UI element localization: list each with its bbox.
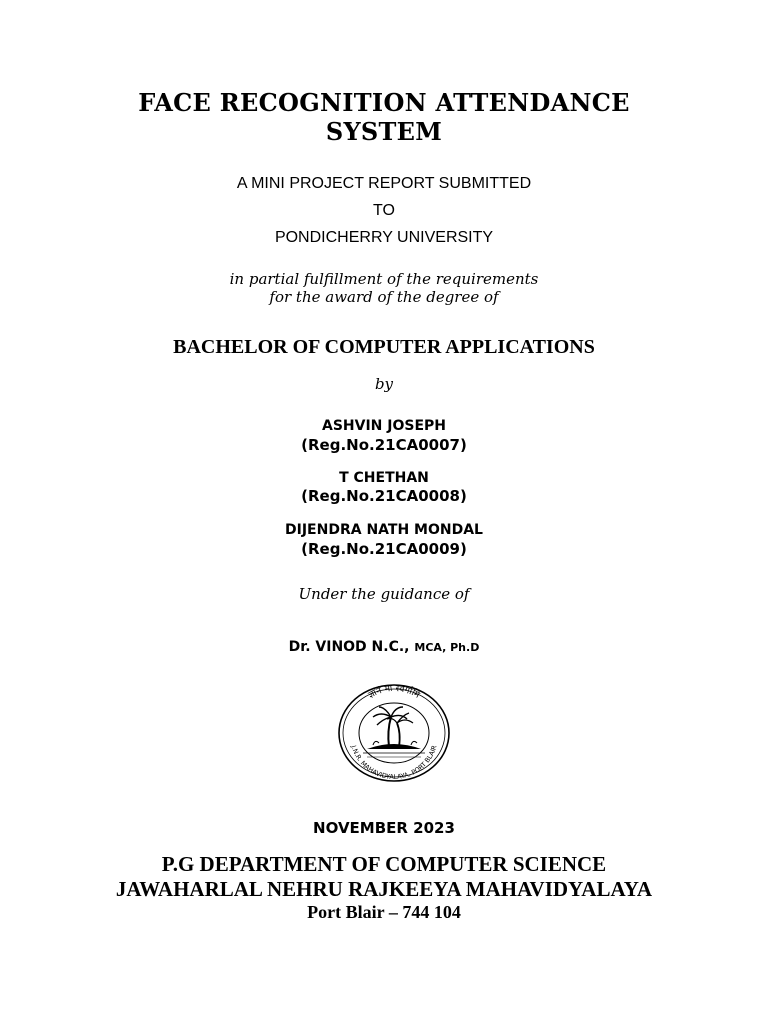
student-reg-number: (Reg.No.21CA0007)	[301, 436, 467, 454]
by-label: by	[374, 375, 394, 393]
student-name: ASHVIN JOSEPH	[321, 418, 446, 434]
student-name: T CHETHAN	[339, 470, 429, 486]
submission-line-2: TO	[373, 202, 395, 219]
guidance-label: Under the guidance of	[298, 585, 470, 603]
department-name: P.G DEPARTMENT OF COMPUTER SCIENCE	[161, 852, 607, 876]
submission-line-1: A MINI PROJECT REPORT SUBMITTED	[236, 175, 532, 192]
guide-credentials: MCA, Ph.D	[414, 641, 480, 654]
fulfillment-line-1: in partial fulfillment of the requirements	[229, 270, 539, 288]
college-address: Port Blair – 744 104	[307, 902, 461, 922]
student-name: DIJENDRA NATH MONDAL	[285, 522, 483, 538]
student-reg-number: (Reg.No.21CA0008)	[301, 487, 467, 505]
college-seal-icon	[337, 683, 451, 783]
submission-date: NOVEMBER 2023	[313, 819, 455, 837]
guide-line	[0, 640, 768, 654]
report-title-line-2: SYSTEM	[325, 117, 443, 146]
submission-line-3: PONDICHERRY UNIVERSITY	[274, 229, 494, 246]
college-name: JAWAHARLAL NEHRU RAJKEEYA MAHAVIDYALAYA	[115, 877, 653, 901]
seal-top-text: ज्ञानं मा स्वर्गामि	[366, 683, 422, 701]
report-title-line-1: FACE RECOGNITION ATTENDANCE	[138, 88, 630, 117]
seal-bottom-text: J.N.R. MAHAVIDYALAYA, PORT BLAIR	[349, 744, 439, 782]
fulfillment-line-2: for the award of the degree of	[269, 288, 499, 306]
guide-name: Dr. VINOD N.C.,	[288, 639, 410, 655]
student-reg-number: (Reg.No.21CA0009)	[301, 540, 467, 558]
degree-name: BACHELOR OF COMPUTER APPLICATIONS	[173, 336, 595, 358]
